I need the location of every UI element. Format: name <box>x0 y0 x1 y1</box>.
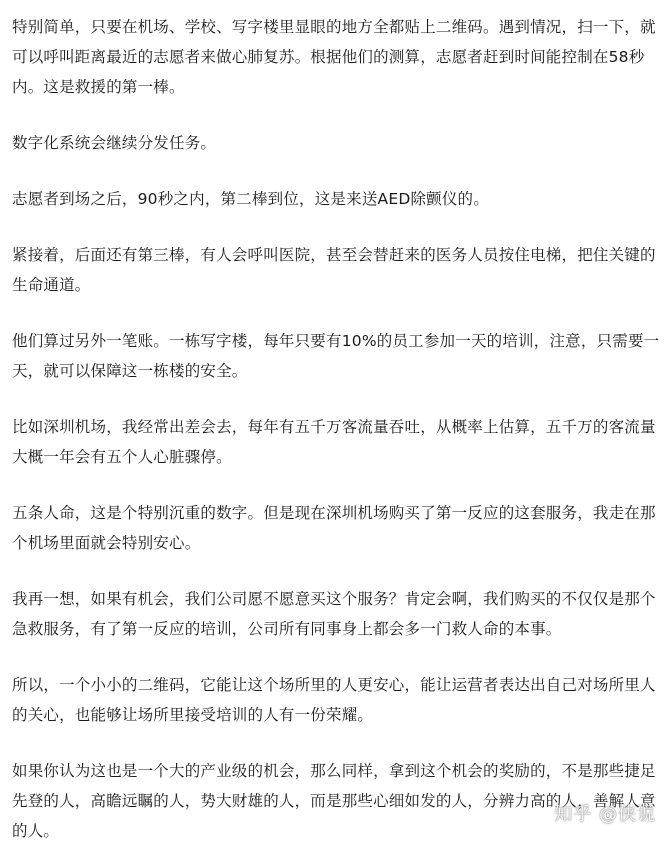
paragraph-4: 紧接着，后面还有第三棒，有人会呼叫医院，甚至会替赶来的医务人员按住电梯，把住关键的生命通道。 <box>12 246 656 294</box>
paragraph-7: 五条人命，这是个特别沉重的数字。但是现在深圳机场购买了第一反应的这套服务，我走在那个机场里面就会特别安心。 <box>12 504 656 552</box>
paragraph-9: 所以，一个小小的二维码，它能让这个场所里的人更安心，能让运营者表达出自己对场所里人的关心，也能够让场所里接受培训的人有一份荣耀。 <box>12 676 656 724</box>
paragraph-3: 志愿者到场之后，90秒之内，第二棒到位，这是来送AED除颤仪的。 <box>12 190 489 208</box>
paragraph-6: 比如深圳机场，我经常出差会去，每年有五千万客流量吞吐，从概率上估算，五千万的客流量大概一年会有五个人心脏骤停。 <box>12 418 656 466</box>
paragraph-5: 他们算过另外一笔账。一栋写字楼，每年只要有10%的员工参加一天的培训，注意，只需要一天，就可以保障这一栋楼的安全。 <box>12 332 660 380</box>
paragraph-2: 数字化系统会继续分发任务。 <box>12 134 217 152</box>
paragraph-1: 特别简单，只要在机场、学校、写字楼里显眼的地方全都贴上二维码。遇到情况，扫一下，就可以呼叫距离最近的志愿者来做心肺复苏。根据他们的测算，志愿者赶到时间能控制在58秒内。这是救援的第一棒。 <box>12 18 656 96</box>
zhihu-watermark: 知乎 @侠说 <box>554 804 656 825</box>
paragraph-8: 我再一想，如果有机会，我们公司愿不愿意买这个服务？肯定会啊，我们购买的不仅仅是那个急救服务，有了第一反应的培训，公司所有同事身上都会多一门救人命的本事。 <box>12 590 656 638</box>
paragraph-10: 如果你认为这也是一个大的产业级的机会，那么同样，拿到这个机会的奖励的，不是那些捷足先登的人，高瞻远瞩的人，势大财雄的人，而是那些心细如发的人，分辨力高的人，善解人意的人。 <box>12 762 656 840</box>
